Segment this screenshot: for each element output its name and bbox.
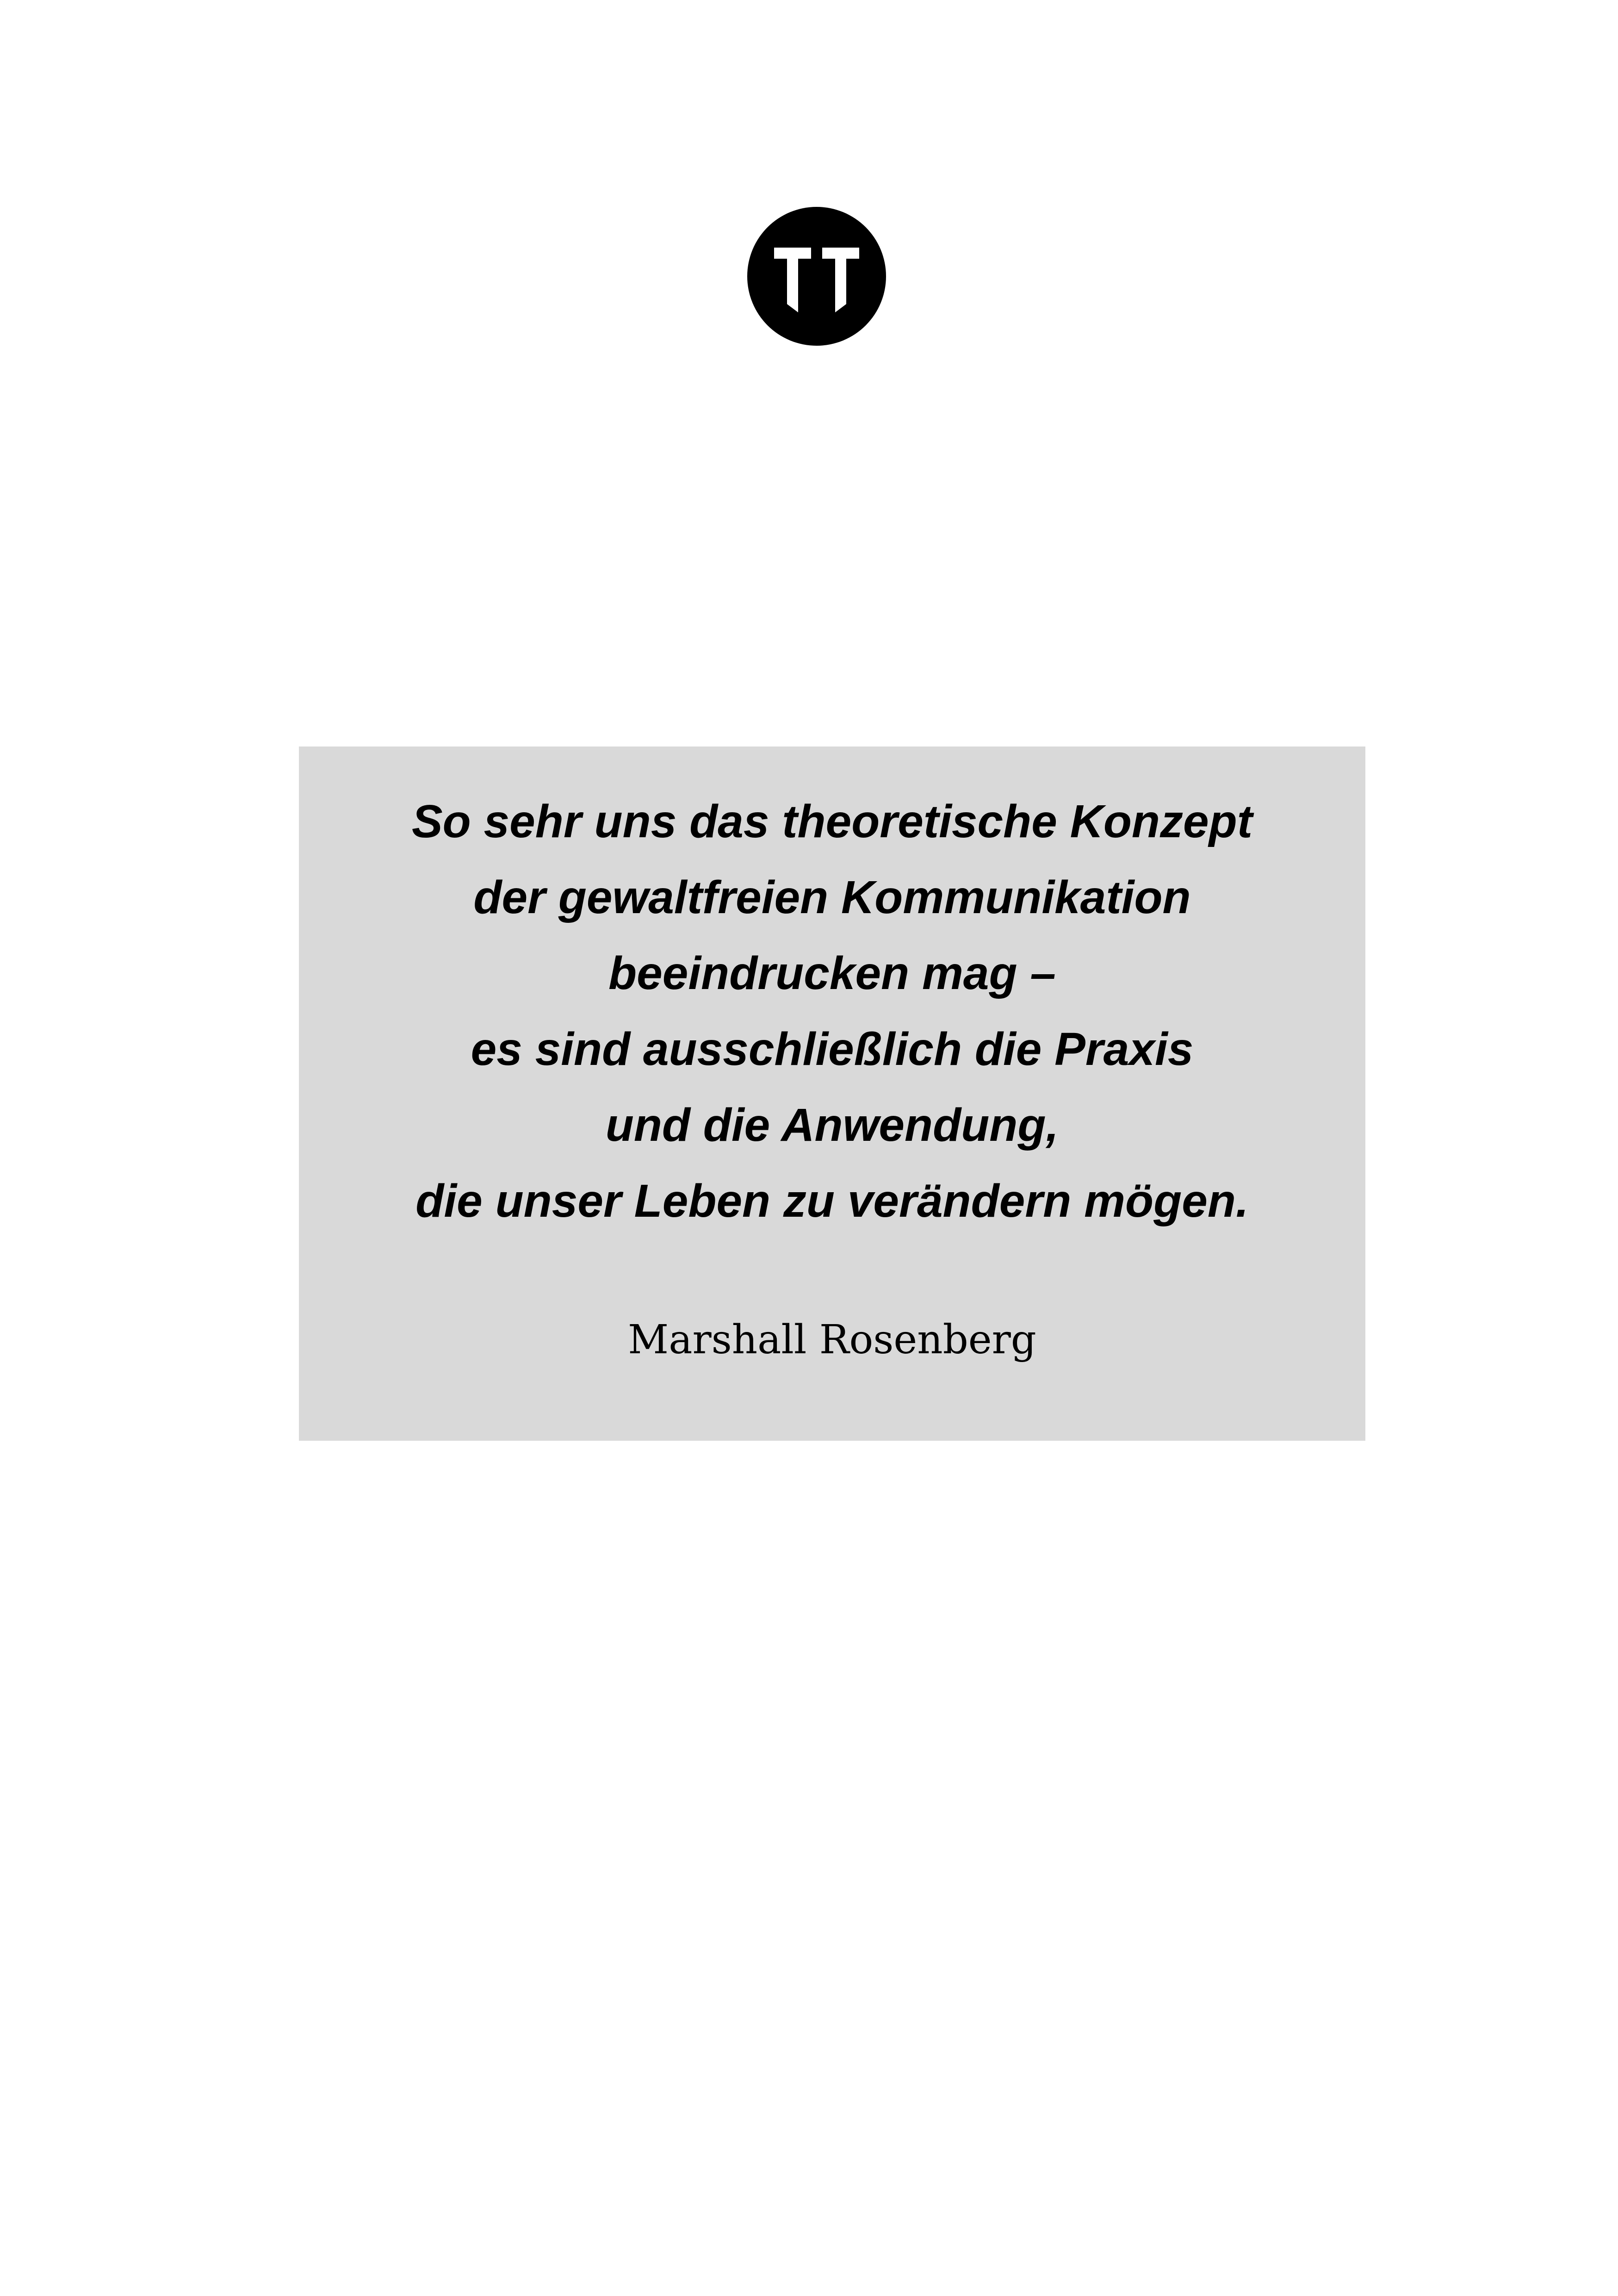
quote-line: der gewaltfreien Kommunikation [473,871,1191,923]
quote-text [299,784,1365,1239]
quote-line: und die Anwendung, [605,1099,1059,1151]
quote-author: Marshall Rosenberg [628,1317,1036,1363]
quote-line: beeindrucken mag – [608,947,1056,999]
quote-line: die unser Leben zu verändern mögen. [415,1175,1249,1227]
quote-box [299,747,1365,1441]
logo-icon [747,207,886,346]
quote-line: So sehr uns das theoretische Konzept [411,796,1253,847]
quote-line: es sind ausschließlich die Praxis [471,1023,1194,1075]
